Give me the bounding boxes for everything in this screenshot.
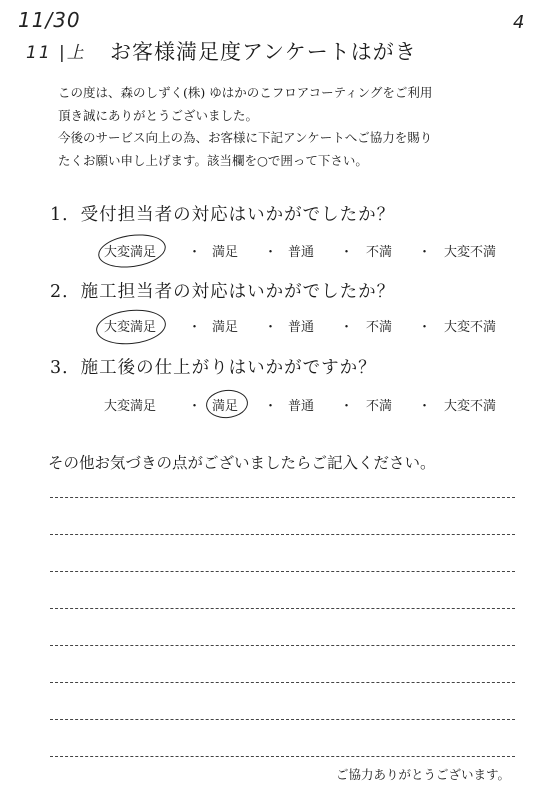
separator-dot: ・ <box>340 320 354 335</box>
option-satisfied[interactable]: 満足 <box>212 245 239 260</box>
separator-dot: ・ <box>188 245 202 260</box>
handwritten-name: 11 |上 <box>26 43 86 63</box>
comment-line[interactable] <box>50 645 515 646</box>
separator-dot: ・ <box>418 320 432 335</box>
option-very-satisfied[interactable]: 大変満足 <box>104 399 157 414</box>
handwritten-number: 4 <box>513 12 525 33</box>
comment-line[interactable] <box>50 756 515 757</box>
question-2: 2．施工担当者の対応はいかがでしたか？ <box>50 282 396 302</box>
separator-dot: ・ <box>188 399 202 414</box>
separator-dot: ・ <box>418 399 432 414</box>
other-comments-label: その他お気づきの点がございましたらご記入ください。 <box>48 454 436 472</box>
separator-dot: ・ <box>264 245 278 260</box>
question-1-options <box>104 241 509 263</box>
separator-dot: ・ <box>188 320 202 335</box>
closing-message: ご協力ありがとうございます。 <box>336 767 511 782</box>
option-very-satisfied[interactable]: 大変満足 <box>104 245 157 260</box>
intro-line: 今後のサービス向上の為、お客様に下記アンケートへご協力を賜り <box>58 130 433 145</box>
intro-text <box>58 82 528 172</box>
separator-dot: ・ <box>264 320 278 335</box>
intro-line: この度は、森のしずく(株) ゆはかのこフロアコーティングをご利用 <box>58 85 433 100</box>
question-3: 3．施工後の仕上がりはいかがですか？ <box>50 358 377 378</box>
option-very-dissatisfied[interactable]: 大変不満 <box>444 320 497 335</box>
comment-line[interactable] <box>50 497 515 498</box>
option-dissatisfied[interactable]: 不満 <box>366 245 393 260</box>
separator-dot: ・ <box>340 245 354 260</box>
option-very-satisfied[interactable]: 大変満足 <box>104 320 157 335</box>
option-satisfied[interactable]: 満足 <box>212 399 239 414</box>
page-title: お客様満足度アンケートはがき <box>110 40 417 64</box>
option-neutral[interactable]: 普通 <box>288 399 315 414</box>
intro-line: 頂き誠にありがとうございました。 <box>58 107 259 123</box>
comment-line[interactable] <box>50 719 515 720</box>
option-dissatisfied[interactable]: 不満 <box>366 320 393 335</box>
option-very-dissatisfied[interactable]: 大変不満 <box>444 245 497 260</box>
separator-dot: ・ <box>264 399 278 414</box>
handwritten-date: 11/30 <box>18 8 81 32</box>
comment-line[interactable] <box>50 534 515 535</box>
option-neutral[interactable]: 普通 <box>288 320 315 335</box>
separator-dot: ・ <box>418 245 432 260</box>
question-3-options <box>104 395 509 417</box>
option-dissatisfied[interactable]: 不満 <box>366 399 393 414</box>
question-1: 1．受付担当者の対応はいかがでしたか？ <box>50 205 396 225</box>
option-neutral[interactable]: 普通 <box>288 245 315 260</box>
option-very-dissatisfied[interactable]: 大変不満 <box>444 399 497 414</box>
comment-line[interactable] <box>50 571 515 572</box>
option-satisfied[interactable]: 満足 <box>212 320 239 335</box>
comment-line[interactable] <box>50 608 515 609</box>
comment-line[interactable] <box>50 682 515 683</box>
intro-line: たくお願い申し上げます。該当欄を○で囲って下さい。 <box>58 152 368 168</box>
separator-dot: ・ <box>340 399 354 414</box>
question-2-options <box>104 316 509 338</box>
